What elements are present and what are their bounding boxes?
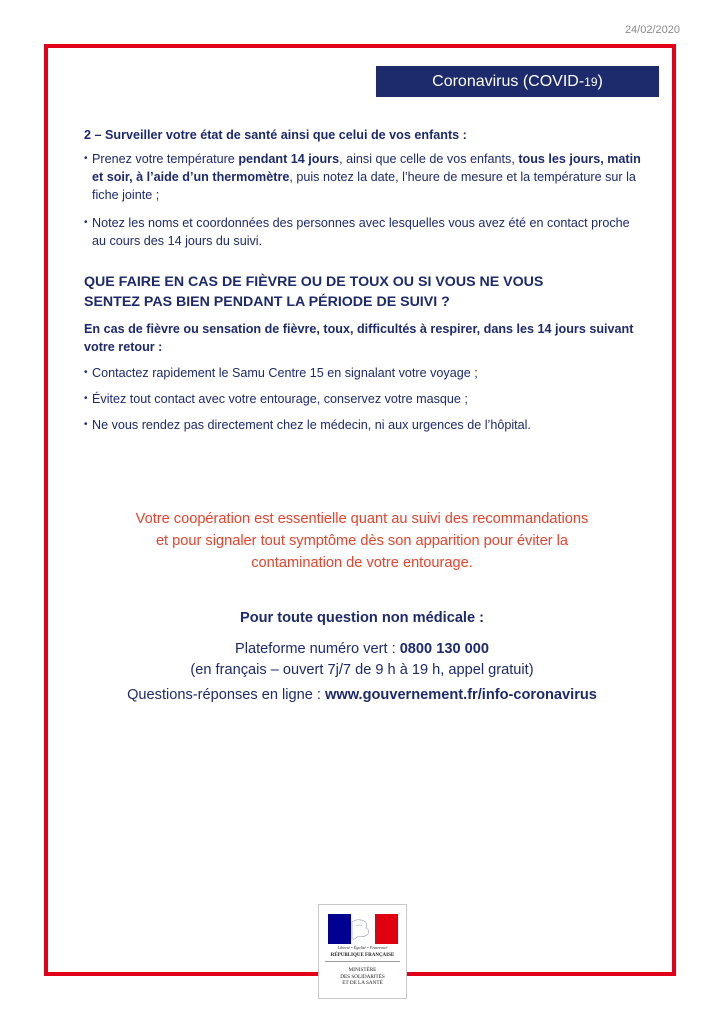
bullet-text: Prenez votre température	[92, 152, 239, 166]
republique-francaise-text: RÉPUBLIQUE FRANÇAISE	[330, 953, 395, 958]
section-2-bullet-contacts: • Notez les noms et coordonnées des personnes avec lesquelles vous avez été en contact proche au cours des 14 jours du suivi.	[84, 214, 642, 250]
ministry-name	[319, 967, 406, 987]
main-content	[84, 126, 642, 442]
section-2-heading: 2 – Surveiller votre état de santé ainsi que celui de vos enfants :	[84, 128, 467, 142]
logo-divider	[325, 961, 400, 962]
bullet-text: , puis notez la date, l’heure de mesure et la température sur la fiche jointe ;	[92, 170, 636, 202]
title-close: )	[597, 72, 603, 90]
website-link[interactable]: www.gouvernement.fr/info-coronavirus	[325, 687, 597, 703]
contact-heading: Pour toute question non médicale :	[239, 610, 485, 626]
bullet-text: , ainsi que celle de vos enfants,	[339, 152, 519, 166]
hotline-hours: (en français – ouvert 7j/7 de 9 h à 19 h, appel gratuit)	[190, 662, 534, 678]
cooperation-note	[84, 508, 640, 574]
ministry-line-2: DES SOLIDARITÉS	[340, 973, 385, 980]
republique-francaise-logo	[318, 904, 407, 999]
fever-action-list	[84, 364, 642, 434]
fever-action-item: • Contactez rapidement le Samu Centre 15 en signalant votre voyage ;	[84, 364, 642, 382]
hotline-row	[84, 639, 640, 660]
ministry-line-3: ET DE LA SANTÉ	[342, 980, 383, 986]
document-date: 24/02/2020	[624, 24, 680, 36]
cooperation-note-line-2: et pour signaler tout symptôme dès son apparition pour éviter la	[155, 533, 569, 549]
bullet-bold-text: tous les jours, matin et soir, à l’aide d’un thermomètre	[92, 152, 641, 184]
contact-info	[84, 608, 640, 706]
hotline-label: Plateforme numéro vert :	[235, 641, 400, 657]
fever-action-item: • Évitez tout contact avec votre entourage, conservez votre masque ;	[84, 390, 642, 408]
title-number: 19	[584, 74, 598, 89]
document-title	[376, 66, 659, 97]
fever-question-line-2: SENTEZ PAS BIEN PENDANT LA PÉRIODE DE SUIVI ?	[84, 294, 450, 310]
fever-action-item: • Ne vous rendez pas directement chez le médecin, ni aux urgences de l’hôpital.	[84, 416, 642, 434]
title-main: Coronavirus (COVID-	[432, 72, 585, 90]
republic-motto: Liberté • Égalité • Fraternité	[337, 945, 388, 950]
hotline-number[interactable]: 0800 130 000	[399, 641, 489, 657]
fever-question-heading	[84, 272, 642, 312]
fever-question-line-1: QUE FAIRE EN CAS DE FIÈVRE OU DE TOUX OU SI VOUS NE VOUS	[84, 274, 544, 290]
cooperation-note-line-3: contamination de votre entourage.	[251, 555, 473, 571]
cooperation-note-line-1: Votre coopération est essentielle quant au suivi des recommandations	[135, 511, 589, 527]
fever-question-intro: En cas de fièvre ou sensation de fièvre, toux, difficultés à respirer, dans les 14 jours suivant votre retour :	[84, 322, 634, 354]
bullet-bold-text: pendant 14 jours	[238, 152, 340, 166]
marianne-flag-icon	[328, 914, 398, 944]
website-label: Questions-réponses en ligne :	[127, 687, 326, 703]
ministry-line-1: MINISTÈRE	[348, 967, 377, 973]
section-2-bullet-temperature	[84, 150, 642, 204]
website-row	[84, 685, 640, 706]
